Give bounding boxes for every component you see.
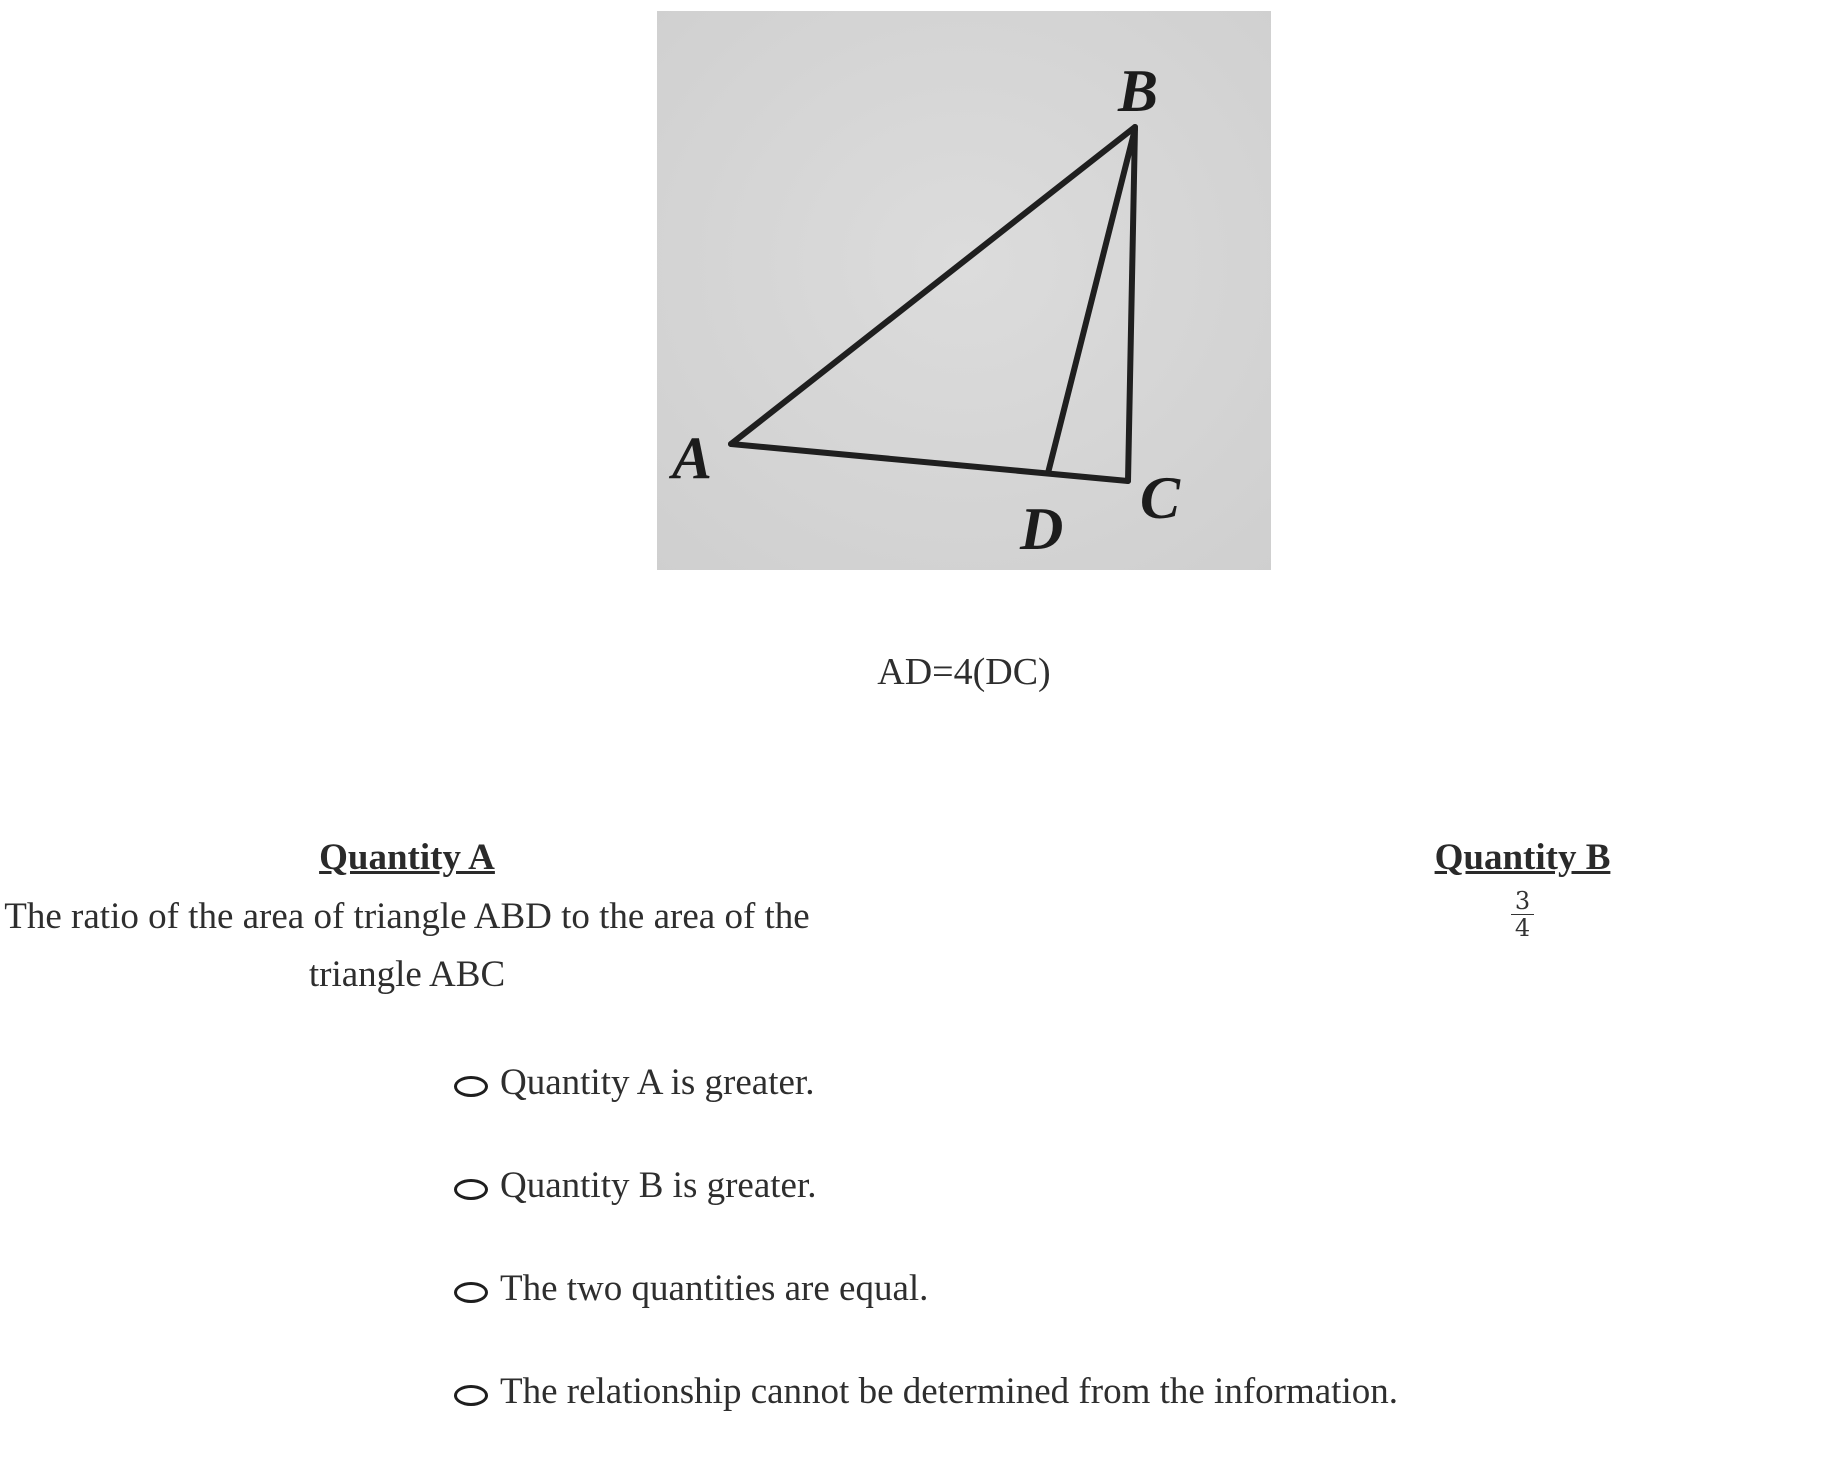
option-label: The relationship cannot be determined from the information. [500,1370,1398,1412]
vertex-label-d: D [1020,496,1064,562]
quantity-b-fraction [1511,888,1534,941]
fraction-numerator: 3 [1511,888,1534,915]
option-b-greater[interactable] [454,1161,1398,1209]
fraction-denominator: 4 [1514,914,1531,942]
quantity-a-text: The ratio of the area of triangle ABD to the area of the triangle ABC [4,896,810,995]
option-equal[interactable] [454,1264,1398,1312]
quantity-b-heading: Quantity B [1434,837,1611,878]
vertex-label-b: B [1118,58,1159,124]
radio-circle-icon[interactable] [454,1385,488,1406]
radio-circle-icon[interactable] [454,1179,488,1200]
triangle-figure [657,11,1271,570]
quantity-a [0,836,814,1004]
option-cannot-determine[interactable] [454,1367,1398,1415]
option-label: Quantity A is greater. [500,1061,815,1103]
vertex-label-a: A [672,425,713,491]
answer-options [454,1058,1398,1470]
quantity-b [1400,836,1645,941]
radio-circle-icon[interactable] [454,1076,488,1097]
option-a-greater[interactable] [454,1058,1398,1106]
radio-circle-icon[interactable] [454,1282,488,1303]
triangle-diagram [657,11,1271,570]
option-label: Quantity B is greater. [500,1164,817,1206]
vertex-label-c: C [1140,465,1181,531]
option-label: The two quantities are equal. [500,1267,929,1309]
quantity-a-heading: Quantity A [319,837,495,878]
given-condition: AD=4(DC) [877,651,1051,693]
